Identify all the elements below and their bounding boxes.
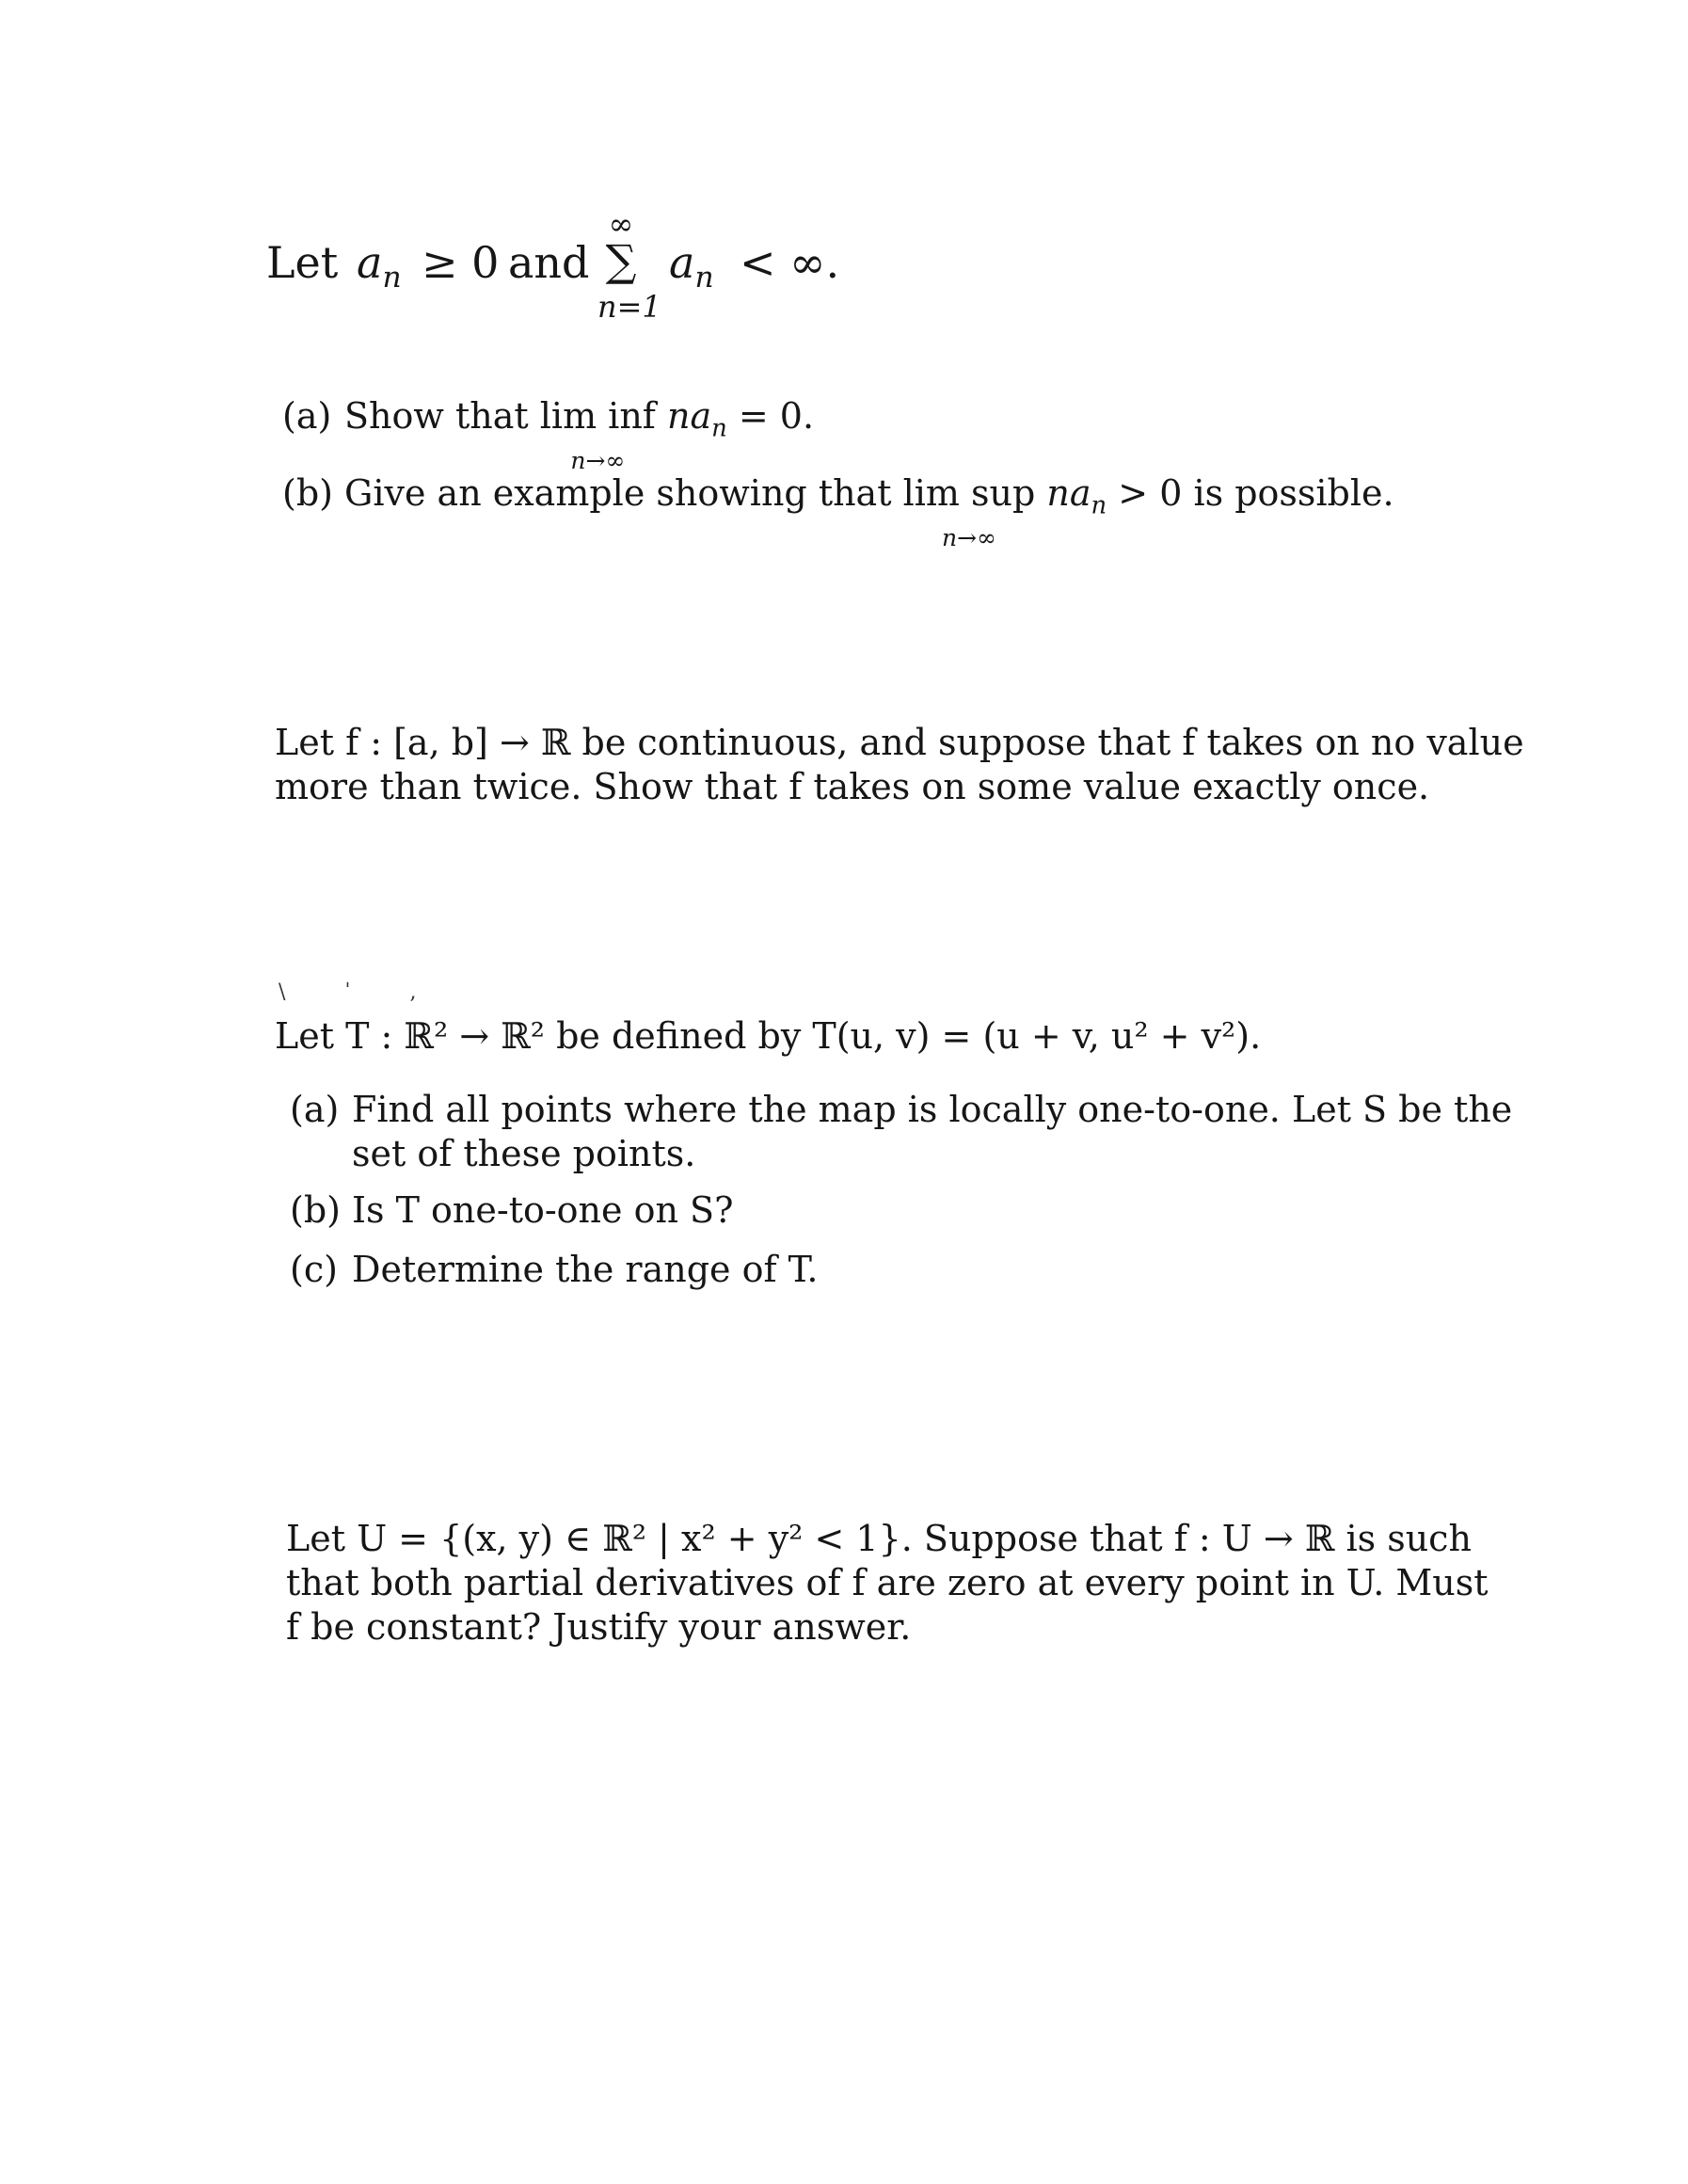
problem-4 [286, 1517, 1489, 1650]
problem-4-line-2: that both partial derivatives of f are zero at every point in U. Must [286, 1562, 1489, 1603]
part-a-line-2: set of these points. [352, 1133, 696, 1174]
a-n-term: $a_n$ [357, 237, 402, 295]
part-b-label: (b) [282, 472, 333, 514]
part-a-label: (a) [282, 395, 332, 437]
part-a-text: Show that [344, 395, 529, 437]
n-var: n [1046, 472, 1070, 514]
sum-symbol: ∑ [605, 235, 637, 286]
problem-3-part-a [290, 1088, 1512, 1176]
limsup-operator: lim sup n→∞ [902, 472, 1036, 551]
and-word: and [508, 237, 590, 288]
part-a-tail: = 0. [738, 395, 815, 437]
n-var: n [666, 395, 691, 437]
stray-scan-marks: \ ˈ , [279, 980, 443, 1004]
lt-infinity: < ∞. [740, 237, 840, 288]
geq-zero: ≥ 0 [422, 237, 500, 288]
part-a-line-1: Find all points where the map is locally one-to-one. Let S be the [352, 1089, 1513, 1130]
problem-3-intro: Let T : ℝ² → ℝ² be defined by T(u, v) = (u + v, u² + v²). [275, 1015, 1262, 1057]
problem-2 [275, 721, 1524, 809]
sum-lower-limit: n=1 [597, 289, 661, 325]
problem-4-line-1: Let U = {(x, y) ∈ ℝ² | x² + y² < 1}. Suppose that f : U → ℝ is such [286, 1518, 1472, 1559]
sum-upper-limit: ∞ [608, 206, 634, 242]
problem-1-part-a [282, 394, 815, 474]
part-c-label: (c) [290, 1249, 338, 1290]
a-var: a [690, 395, 712, 437]
let-word: Let [266, 237, 339, 288]
part-c-text: Determine the range of T. [352, 1249, 819, 1290]
summation-operator [597, 206, 645, 286]
problem-2-line-1: Let f : [a, b] → ℝ be continuous, and suppose that f takes on no value [275, 722, 1524, 763]
n-sub: n [711, 414, 727, 443]
problem-1-part-b [282, 471, 1394, 551]
n-sub: n [1091, 491, 1107, 520]
part-b-tail: > 0 is possible. [1118, 472, 1394, 514]
problem-2-line-2: more than twice. Show that f takes on some value exactly once. [275, 766, 1430, 807]
part-b-label: (b) [290, 1189, 341, 1231]
a-n-summand: $a_n$ [669, 237, 714, 295]
problem-3-part-b [290, 1188, 733, 1233]
part-b-text: Is T one-to-one on S? [352, 1189, 734, 1231]
problem-3-part-c [290, 1248, 818, 1292]
liminf-operator: lim inf n→∞ [539, 395, 656, 474]
problem-4-line-3: f be constant? Justify your answer. [286, 1606, 912, 1648]
part-a-label: (a) [290, 1089, 340, 1130]
part-b-text: Give an example showing that [344, 472, 892, 514]
a-var: a [1069, 472, 1091, 514]
